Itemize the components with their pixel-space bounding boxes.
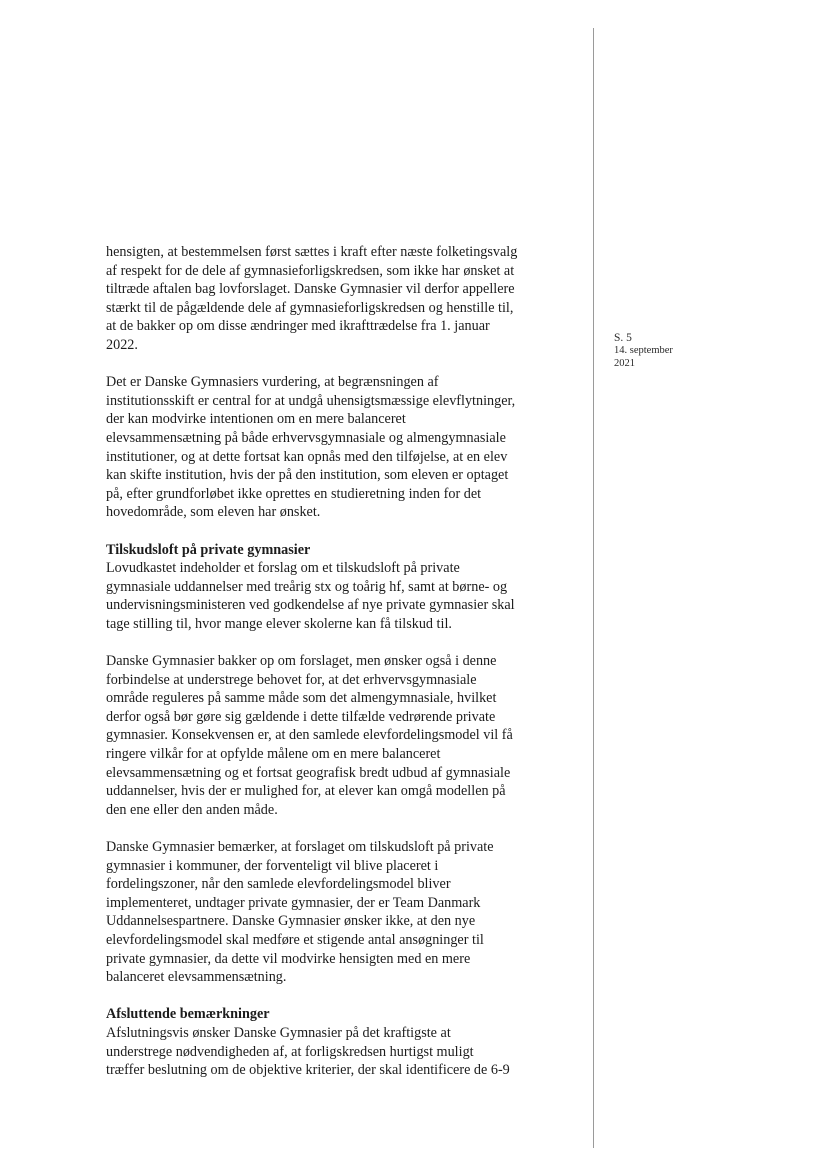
paragraph-subsidy-cap-proposal: Lovudkastet indeholder et forslag om et tilskudsloft på private gymnasiale uddannelser med treårig stx og toårig hf, samt at børne- og undervisningsministeren ved godkendelse af nye private gymnasier skal tage stilling til, hvor mange elever skolerne kan få tilskud til. — [106, 560, 515, 632]
margin-divider-line — [593, 28, 594, 1148]
document-date-year: 2021 — [614, 357, 635, 369]
section-closing-remarks — [106, 1005, 576, 1079]
paragraph-support-regulation: Danske Gymnasier bakker op om forslaget, men ønsker også i denne forbindelse at understrege behovet for, at det erhvervsgymnasiale område reguleres på samme måde som det almengymnasiale, hvilket derfor også bør gøre sig gældende i dette tilfælde vedrørende private gymnasier. Konsekvensen er, at den samlede elevfordelingsmodel vil få ringere vilkår for at opfylde målene om en mere balanceret elevsammensætning og et fortsat geografisk bredt udbud af gymnasiale uddannelser, hvis der er mulighed for, at elever kan omgå modellen på den ene eller den anden måde. — [106, 653, 513, 818]
page-number: S. 5 — [614, 332, 632, 344]
paragraph-closing: Afslutningsvis ønsker Danske Gymnasier på det kraftigste at understrege nødvendigheden af, at forligskredsen hurtigst muligt træffer beslutning om de objektive kriterier, der skal identificere de 6-9 — [106, 1024, 510, 1079]
paragraph-team-danmark-exception: Danske Gymnasier bemærker, at forslaget om tilskudsloft på private gymnasier i kommuner, der forventeligt vil blive placeret i fordelingszoner, når den samlede elevfordelingsmodel bliver implementeret, undtager private gymnasier, der er Team Danmark Uddannelsespartnere. Danske Gymnasier ønsker ikke, at den nye elevfordelingsmodel skal medføre et stigende antal ansøgninger til private gymnasier, da dette vil modvirke hensigten med en mere balanceret elevsammensætning. — [106, 839, 494, 986]
document-body — [106, 243, 576, 1098]
paragraph-institution-change: Det er Danske Gymnasiers vurdering, at begrænsningen af institutionsskift er central for at undgå uhensigtsmæssige elevflytninger, der kan modvirke intentionen om en mere balanceret elevsammensætning på både erhvervsgymnasiale og almengymnasiale institutioner, og at dette fortsat kan opnås med den tilføjelse, at en elev kan skifte institution, hvis der på den institution, som eleven er optaget på, efter grundforløbet ikke oprettes en studieretning inden for det hovedområde, som eleven har ønsket. — [106, 374, 516, 521]
section-private-gymnasiums — [106, 541, 576, 634]
heading-closing-remarks: Afsluttende bemærkninger — [106, 1006, 270, 1023]
paragraph-effective-date: hensigten, at bestemmelsen først sættes i kraft efter næste folketingsvalg af respekt for de dele af gymnasieforligskredsen, som ikke har ønsket at tiltræde aftalen bag lovforslaget. Danske Gymnasier vil derfor appellere stærkt til de pågældende dele af gymnasieforligskredsen og henstille til, at de bakker op om disse ændringer med ikrafttrædelse fra 1. januar 2022. — [106, 244, 518, 353]
margin-note — [614, 331, 724, 370]
heading-subsidy-cap: Tilskudsloft på private gymnasier — [106, 541, 311, 558]
document-date-day-month: 14. september — [614, 345, 673, 356]
